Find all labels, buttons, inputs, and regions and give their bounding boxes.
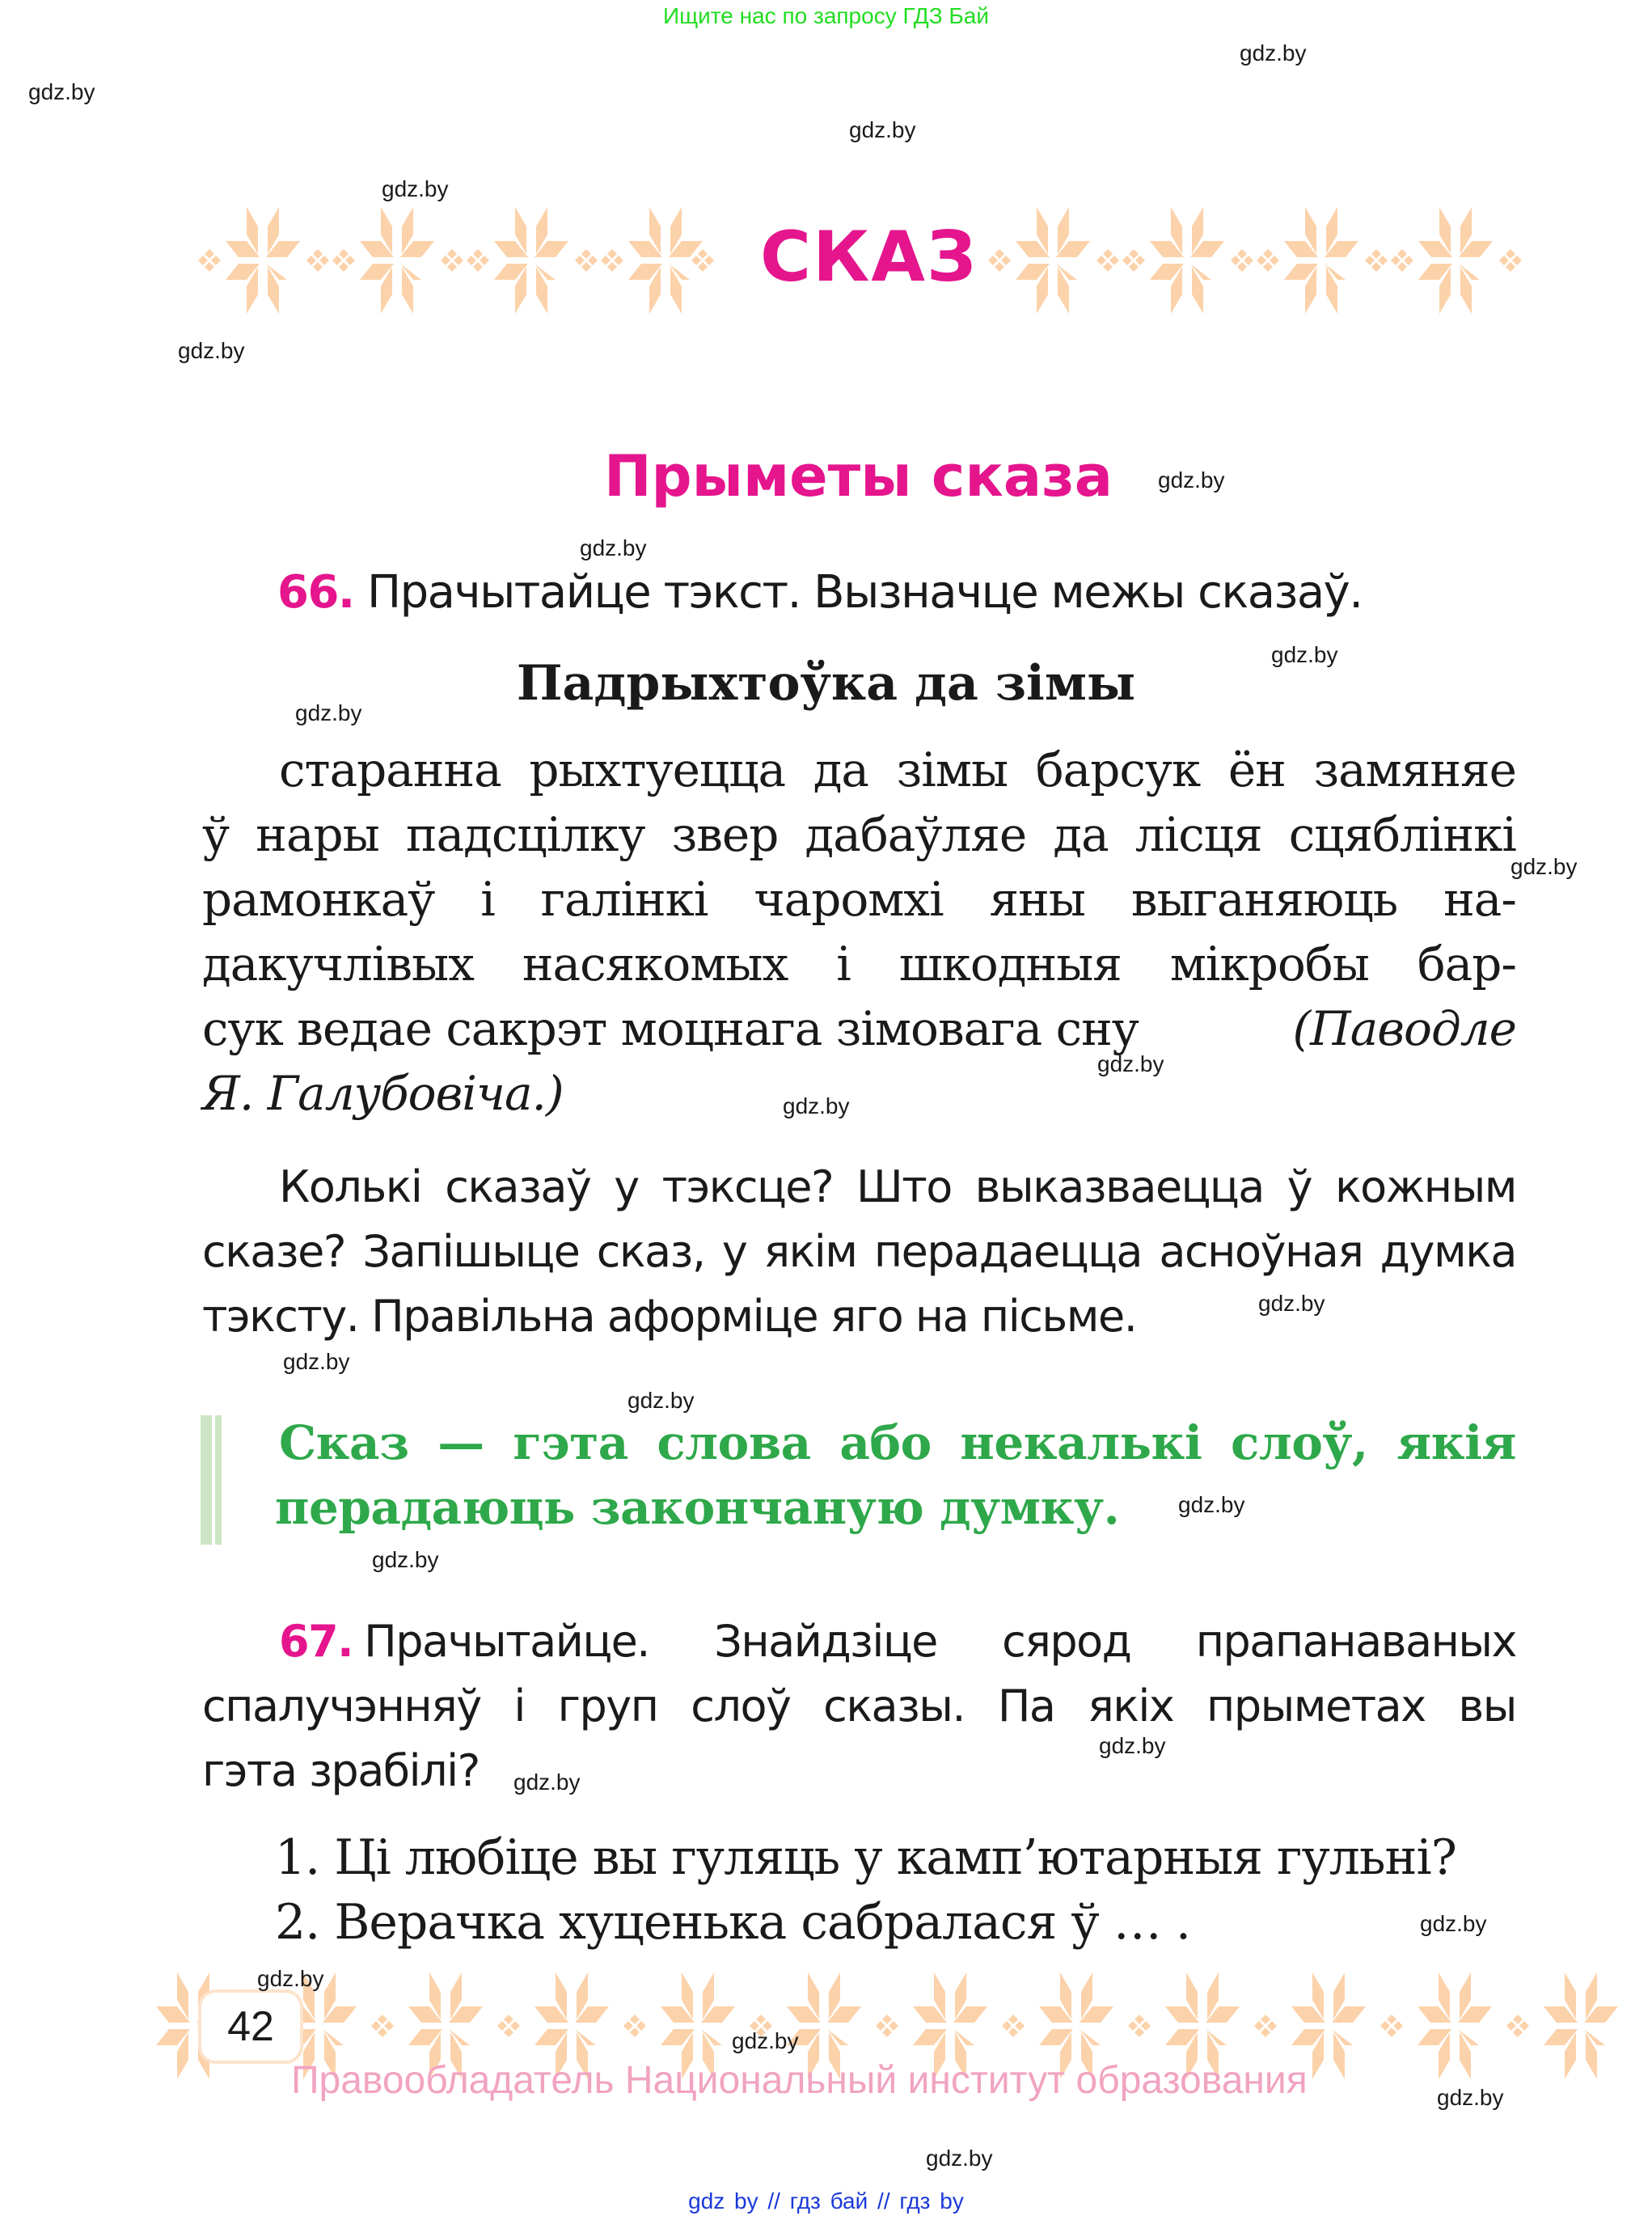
task-67-line <box>202 1609 1516 1674</box>
ornament-stars-icon <box>198 204 716 317</box>
text-line: старанна рыхтуецца да зімы барсук ён замяняе <box>279 742 1516 797</box>
watermark: gdz.by <box>783 1093 850 1118</box>
header-ornament-right <box>988 204 1522 317</box>
watermark: gdz.by <box>580 535 647 560</box>
text-line: рамонкаў і галінкі чаромхі яны выганяюць на- <box>202 872 1516 927</box>
watermark: gdz.by <box>28 79 95 104</box>
header-ornament-left <box>198 204 716 317</box>
questions-line: сказе? Запішыце сказ, у якім перадаецца асноўная думка <box>202 1226 1516 1277</box>
footer-links[interactable]: gdz by // гдз бай // гдз by <box>688 2188 964 2213</box>
text-line: дакучлівых насякомых і шкодныя мікробы бар- <box>202 937 1516 991</box>
text-line: ў нары падсцілку звер дабаўляе да лісця сцяблінкі <box>202 807 1516 862</box>
watermark: gdz.by <box>1158 467 1225 493</box>
watermark: gdz.by <box>295 700 362 725</box>
list-item: 1. Ці любіце вы гуляць у камп’ютарныя гульні? <box>275 1829 1456 1886</box>
copyright-notice: Правообладатель Национальный институт образования <box>291 2059 1308 2102</box>
watermark: gdz.by <box>1510 854 1578 879</box>
text-line: сук ведае сакрэт моцнага зімовага сну <box>202 1001 1139 1056</box>
watermark: gdz.by <box>257 1966 324 1991</box>
rule-text-line: Сказ — гэта слова або некалькі слоў, якія <box>279 1415 1516 1470</box>
watermark: gdz.by <box>283 1349 350 1374</box>
watermark: gdz.by <box>1178 1492 1245 1517</box>
watermark: gdz.by <box>1420 1911 1487 1936</box>
watermark: gdz.by <box>513 1769 581 1795</box>
rule-text-line: перадаюць закончаную думку. <box>275 1480 1120 1535</box>
ornament-stars-icon <box>988 204 1522 317</box>
task-instruction: Прачытайце тэкст. Вызначце межы сказаў. <box>367 566 1363 619</box>
task-67-line: спалучэнняў і груп слоў сказы. Па якіх прыметах вы <box>202 1681 1516 1731</box>
attribution-author: Я. Галубовіча.) <box>202 1066 564 1121</box>
task-number: 67. <box>279 1616 353 1667</box>
watermark: gdz.by <box>382 176 449 201</box>
list-item: 2. Верачка хуценька сабралася ў … . <box>275 1894 1190 1951</box>
task-66-heading <box>277 566 1363 619</box>
page-number: 42 <box>198 1989 303 2064</box>
watermark: gdz.by <box>1097 1051 1164 1076</box>
chapter-title: СКАЗ <box>760 217 978 298</box>
task-67-line: гэта зрабілі? <box>202 1745 480 1796</box>
top-banner: Ищите нас по запросу ГДЗ Бай <box>662 3 990 28</box>
watermark: gdz.by <box>849 117 916 142</box>
text-title: Падрыхтоўка да зімы <box>516 655 1136 712</box>
watermark: gdz.by <box>1099 1733 1166 1758</box>
watermark: gdz.by <box>372 1547 439 1572</box>
text-line-with-attribution <box>202 996 1516 1061</box>
watermark: gdz.by <box>178 338 245 363</box>
questions-line: Колькі сказаў у тэксце? Што выказваецца ў кожным <box>279 1161 1516 1212</box>
watermark: gdz.by <box>926 2146 993 2171</box>
questions-line: тэксту. Правільна аформіце яго на пісьме. <box>202 1291 1137 1342</box>
section-title: Прыметы сказа <box>603 443 1113 509</box>
attribution: (Паводле <box>1292 1001 1516 1056</box>
watermark: gdz.by <box>1437 2085 1504 2110</box>
task-number: 66. <box>277 566 354 619</box>
task-instruction: Прачытайце. Знайдзіце сярод прапанаваных <box>364 1616 1516 1667</box>
watermark: gdz.by <box>1240 40 1307 66</box>
watermark: gdz.by <box>1258 1291 1325 1316</box>
watermark: gdz.by <box>627 1388 695 1413</box>
watermark: gdz.by <box>1271 642 1338 667</box>
watermark: gdz.by <box>732 2028 799 2053</box>
